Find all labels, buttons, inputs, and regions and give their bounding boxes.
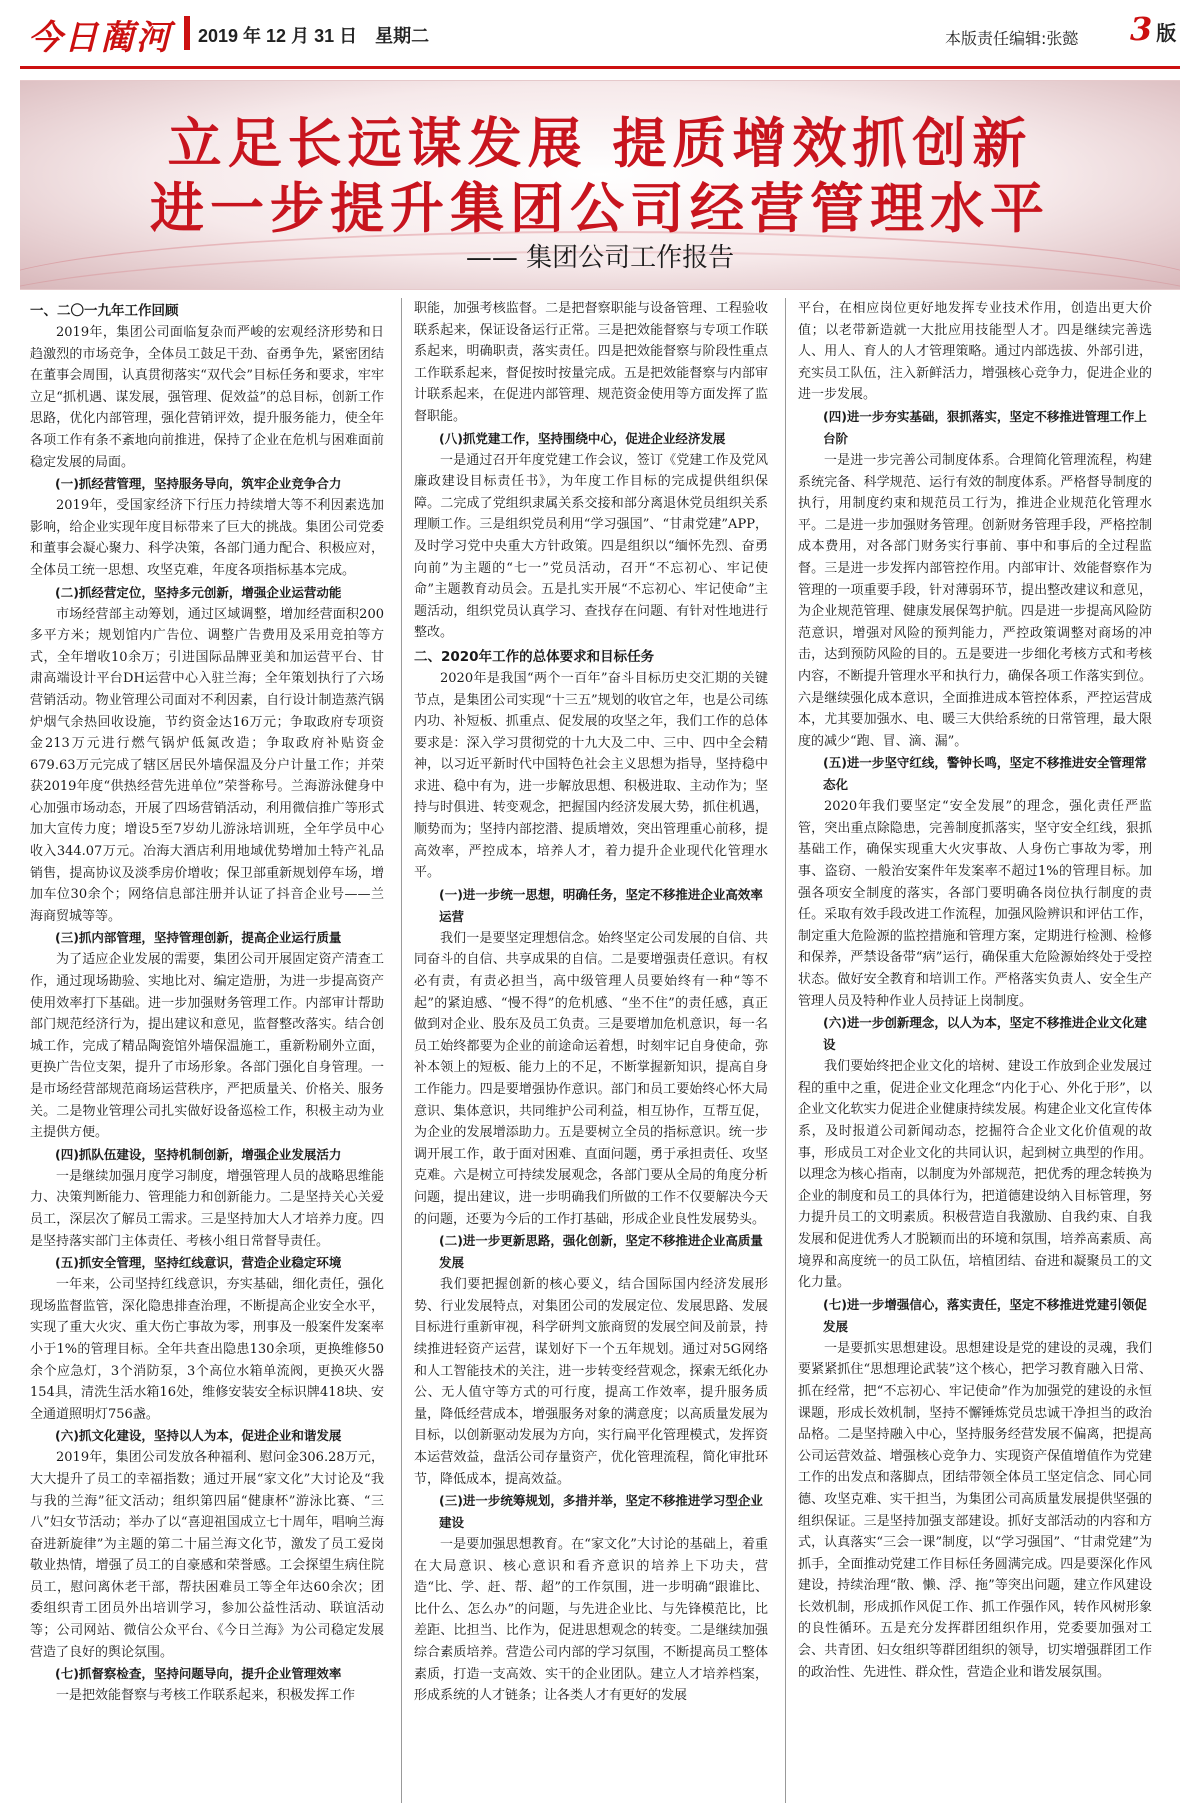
article-column-3 <box>798 298 1152 1803</box>
paragraph: 一是通过召开年度党建工作会议，签订《党建工作及党风廉政建设目标责任书》，为年度工作目标的完成提供组织保障。二完成了党组织隶属关系交接和部分离退休党员组织关系理顺工作。三是组织党员利用“学习强国”、“甘肃党建”APP，及时学习党中央重大方针政策。四是组织以“缅怀先烈、奋勇向前”为主题的“七一”党员活动，召开“不忘初心、牢记使命”主题教育动员会。五是扎实开展“不忘初心、牢记使命”主题活动，组织党员认真学习、查找存在问题、有针对性地进行整改。 <box>414 452 768 641</box>
column-rule <box>785 298 786 1803</box>
subsection-heading: (七)抓督察检查，坚持问题导向，提升企业管理效率 <box>55 1666 342 1682</box>
newspaper-logo: 今日蔺河 <box>28 18 172 58</box>
subsection-heading: (二)抓经营定位，坚持多元创新，增强企业运营动能 <box>55 584 342 600</box>
subsection-heading: (一)抓经营管理，坚持服务导向，筑牢企业竞争合力 <box>55 476 342 492</box>
page-number-value: 3 <box>1130 10 1153 48</box>
column-rule <box>401 298 402 1803</box>
page-number <box>1130 10 1176 48</box>
paragraph: 2019年，集团公司面临复杂而严峻的宏观经济形势和日趋激烈的市场竞争，全体员工鼓足干劲、奋勇争先，紧密团结在董事会周围，认真贯彻落实“双代会”目标任务和要求，牢牢立足“抓机遇、谋发展，强管理、促效益”的总目标，创新工作思路，优化内部管理，强化营销评效，提升服务能力，使全年各项工作有条不紊地向前推进，保持了企业在危机与困难面前稳定发展的局面。 <box>30 325 384 470</box>
paragraph: 一是要加强思想教育。在“家文化”大讨论的基础上，着重在大局意识、核心意识和看齐意识的培养上下功夫，营造“比、学、赶、帮、超”的工作氛围，进一步明确“跟谁比、比什么、怎么办”的问题，与先进企业比、与先锋模范比，比差距、比担当、比作为，促进思想观念的转变。二是继续加强综合素质培养。营造公司内部的学习氛围，不断提高员工整体素质，打造一支高效、实干的企业团队。建立人才培养档案，形成系统的人才链条；让各类人才有更好的发展 <box>414 1537 768 1704</box>
headline-subtitle: —— 集团公司工作报告 <box>465 243 735 273</box>
headline-banner <box>20 80 1180 290</box>
paragraph: 我们要始终把企业文化的培树、建设工作放到企业发展过程的重中之重，促进企业文化理念“内化于心、外化于形”，以企业文化软实力促进企业健康持续发展。构建企业文化宣传体系，及时报道公司新闻动态，挖掘符合企业文化价值观的故事，形成员工对企业文化的共同认识，起到树立典型的作用。以理念为核心指南，以制度为外部规范，把优秀的理念转换为企业的制度和员工的具体行为，把道德建设纳入目标管理，努力提升员工的文明素质。积极营造自我激励、自我约束、自我发展和促进优秀人才脱颖而出的环境和氛围，培养高素质、高境界和高度统一的员工队伍，培植团结、奋进和凝聚员工的文化力量。 <box>798 1059 1152 1291</box>
masthead <box>0 0 1200 70</box>
paragraph: 一是把效能督察与考核工作联系起来，积极发挥工作 <box>56 1688 356 1704</box>
paragraph: 我们一是要坚定理想信念。始终坚定公司发展的自信、共同奋斗的自信、共享成果的自信。二是要增强责任意识。有权必有责，有责必担当，高中级管理人员要始终有一种“等不起”的紧迫感、“慢不得”的危机感、“坐不住”的责任感，真正做到对企业、股东及员工负责。三是要增加危机意识，每一名员工始终都要为企业的前途命运着想，时刻牢记自身使命，弥补本领上的短板、能力上的不足，不断掌握新知识，提高自身工作能力。四是要增强协作意识。部门和员工要始终心怀大局意识、集体意识，共同维护公司利益，相互协作，互帮互促，为企业的发展增添助力。五是要树立全员的指标意识。统一步调开展工作，敢于面对困难、直面问题，勇于承担责任、攻坚克难。六是树立可持续发展观念，各部门要从全局的角度分析问题，提出建议，进一步明确我们所做的工作不仅要解决今天的问题，还要为今后的工作打基础，形成企业良性发展势头。 <box>414 930 768 1227</box>
headline-line-2: 进一步提升集团公司经营管理水平 <box>150 177 1050 240</box>
paragraph: 一是要抓实思想建设。思想建设是党的建设的灵魂，我们要紧紧抓住“思想理论武装”这个核心，把学习教育融入日常、抓在经常，把“不忘初心、牢记使命”作为加强党的建设的永恒课题，形成长效机制，坚持不懈锤炼党员忠诚干净担当的政治品格。二是坚持融入中心，坚持服务经营发展不偏离，把提高公司运营效益、增强核心竞争力、实现资产保值增值作为党建工作的出发点和落脚点，团结带领全体员工坚定信念、同心同德、攻坚克难、实干担当，为集团公司高质量发展提供坚强的组织保证。三是坚持加强支部建设。抓好支部活动的内容和方式，认真落实“三会一课”制度，以“学习强国”、“甘肃党建”为抓手，全面推动党建工作目标任务圆满完成。四是要深化作风建设，持续治理“散、懒、浮、拖”等突出问题，建立作风建设长效机制，形成抓作风促工作、抓工作强作风，转作风树形象的良性循环。五是充分发挥群团组织作用，党委要加强对工会、共青团、妇女组织等群团组织的领导，切实增强群团工作的政治性、先进性、群众性，营造企业和谐发展氛围。 <box>798 1340 1152 1680</box>
subsection-heading: (五)进一步坚守红线，警钟长鸣，坚定不移推进安全管理常态化 <box>823 755 1147 793</box>
subsection-heading: (八)抓党建工作，坚持围绕中心，促进企业经济发展 <box>439 430 726 446</box>
masthead-divider <box>184 16 190 50</box>
subsection-heading: (三)抓内部管理，坚持管理创新，提高企业运行质量 <box>55 930 342 946</box>
paragraph-continued: 平台，在相应岗位更好地发挥专业技术作用，创造出更大价值；以老带新造就一大批应用技能型人才。四是继续完善选人、用人、育人的人才管理策略。通过内部选拔、外部引进，充实员工队伍，注入新鲜活力，增强核心竞争力，促进企业的进一步发展。 <box>798 301 1152 403</box>
paragraph: 一年来，公司坚持红线意识，夯实基础，细化责任，强化现场监督监管，深化隐患排查治理，不断提高企业安全水平，实现了重大火灾、重大伤亡事故为零，刑事及一般案件发案率小于1%的管理目标。全年共查出隐患130余项，更换维修50余个应急灯，3个消防泵，3个高位水箱单流阀，更换灭火器154具，清洗生活水箱16处，维修安装安全标识牌418块、安全通道照明灯756盏。 <box>30 1277 384 1422</box>
paragraph: 2019年，受国家经济下行压力持续增大等不利因素选加影响，给企业实现年度目标带来了巨大的挑战。集团公司党委和董事会凝心聚力、科学决策，各部门通力配合、积极应对，全体员工统一思想、攻坚克难，年度各项指标基本完成。 <box>30 498 384 578</box>
article-column-2 <box>414 298 768 1803</box>
subsection-heading: (六)进一步创新理念，以人为本，坚定不移推进企业文化建设 <box>823 1015 1147 1053</box>
paragraph: 2020年是我国“两个一百年”奋斗目标历史交汇期的关键节点，是集团公司实现“十三五”规划的收官之年，也是公司练内功、补短板、抓重点、促发展的攻坚之年，我们工作的总体要求是：深入学习贯彻党的十九大及二中、三中、四中全会精神，以习近平新时代中国特色社会主义思想为指导，坚持稳中求进、稳中有为，进一步解放思想、积极进取、主动作为；坚持与时俱进、转变观念，把握国内经济发展大势，抓住机遇，顺势而为；坚持内部挖潜、提质增效，突出管理重心前移，提高效率，严控成本，培养人才，着力提升企业现代化管理水平。 <box>414 670 768 881</box>
masthead-rule <box>20 66 1180 69</box>
subsection-heading: (六)抓文化建设，坚持以人为本，促进企业和谐发展 <box>55 1428 342 1444</box>
paragraph: 市场经营部主动筹划，通过区域调整，增加经营面积200多平方米；规划馆内广告位、调整广告费用及采用竞拍等方式，全年增收10余万；引进国际品牌亚美和加运营平台、甘肃高端设计平台DH运营中心入驻兰海；全年策划执行了六场营销活动。物业管理公司面对不利因素，自行设计制造蒸汽锅炉烟气余热回收设施，节约资金达16万元；争取政府专项资金213万元进行燃气锅炉低氮改造；争取政府补贴资金679.63万元完成了辖区居民外墙保温及分户计量工作；并荣获2019年度“供热经营先进单位”荣誉称号。兰海游泳健身中心加强市场动态，开展了四场营销活动，利用微信推广等形式加大宣传力度；增设5至7岁幼儿游泳培训班，全年学员中心收入344.07万元。冶海大酒店利用地域优势增加土特产礼品销售，提高协议及淡季房价增收；保卫部重新规划停车场，增加车位30余个；网络信息部注册并认证了抖音企业号——兰海商贸城等等。 <box>30 606 384 924</box>
page-editor: 本版责任编辑:张懿 <box>945 29 1079 48</box>
issue-date: 2019 年 12 月 31 日 星期二 <box>198 26 430 46</box>
paragraph: 2019年，集团公司发放各种福利、慰问金306.28万元，大大提升了员工的幸福指数；通过开展“家文化”大讨论及“我与我的兰海”征文活动；组织第四届“健康杯”游泳比赛、“三八”妇女节活动；举办了以“喜迎祖国成立七十周年，唱响兰海奋进新旋律”为主题的第二十届兰海文化节，激发了员工爱岗敬业热情，增强了员工的自豪感和荣誉感。工会探望生病住院员工，慰问离休老干部，帮扶困难员工等全年达60余次；团委组织青工团员外出培训学习，参加公益性活动、联谊活动等；公司网站、微信公众平台、《今日兰海》为公司稳定发展营造了良好的舆论氛围。 <box>30 1450 384 1660</box>
subsection-heading: (一)进一步统一思想，明确任务，坚定不移推进企业高效率运营 <box>439 886 763 924</box>
paragraph: 一是继续加强月度学习制度，增强管理人员的战略思维能力、决策判断能力、管理能力和创新能力。二是坚持关心关爱员工，深层次了解员工需求。三是坚持加大人才培养力度。四是坚持落实部门主体责任、考核小组日常督导责任。 <box>30 1168 384 1249</box>
article-body <box>30 298 1180 1803</box>
page-number-suffix: 版 <box>1156 21 1177 45</box>
paragraph: 一是进一步完善公司制度体系。合理简化管理流程，构建系统完备、科学规范、运行有效的制度体系。严格督导制度的执行，用制度约束和规范员工行为，推进企业规范化管理水平。二是进一步加强财务管理。创新财务管理手段，严格控制成本费用，对各部门财务实行事前、事中和事后的全过程监督。三是进一步发挥内部管控作用。内部审计、效能督察作为管理的一项重要手段，针对薄弱环节，提出整改建议和意见，为企业规范管理、健康发展保驾护航。四是进一步提高风险防范意识，增强对风险的预判能力，严控政策调整对商场的冲击，达到预防风险的目的。五是要进一步细化考核方式和考核内容，不断提升管理水平和执行力，确保各项工作落实到位。六是继续强化成本意识，全面推进成本管控体系，严控运营成本，尤其要加强水、电、暖三大供给系统的日常管理，最大限度的减少“跑、冒、滴、漏”。 <box>798 452 1152 749</box>
paragraph: 为了适应企业发展的需要，集团公司开展固定资产清查工作，通过现场勘验、实地比对、编定造册，为进一步提高资产使用效率打下基础。进一步加强财务管理工作。内部审计帮助部门规范经济行为，提出建议和意见，监督整改落实。结合创城工作，完成了精品陶瓷馆外墙保温施工，重新粉刷外立面，更换广告位支架，提升了市场形象。各部门强化自身管理。一是市场经营部规范商场运营秩序，严把质量关、价格关、服务关。二是物业管理公司扎实做好设备巡检工作，积极主动为业主提供方便。 <box>30 952 384 1141</box>
section-heading: 一、二〇一九年工作回顾 <box>30 303 179 319</box>
subsection-heading: (七)进一步增强信心，落实责任，坚定不移推进党建引领促发展 <box>823 1296 1147 1334</box>
subsection-heading: (五)抓安全管理，坚持红线意识，营造企业稳定环境 <box>55 1255 342 1271</box>
section-heading: 二、2020年工作的总体要求和目标任务 <box>414 648 655 665</box>
headline-line-1: 立足长远谋发展 提质增效抓创新 <box>167 112 1033 175</box>
subsection-heading: (三)进一步统筹规划，多措并举，坚定不移推进学习型企业建设 <box>439 1493 763 1531</box>
article-column-1 <box>30 298 384 1803</box>
subsection-heading: (二)进一步更新思路，强化创新，坚定不移推进企业高质量发展 <box>439 1233 763 1271</box>
subsection-heading: (四)进一步夯实基础，狠抓落实，坚定不移推进管理工作上台阶 <box>823 408 1147 446</box>
paragraph-continued: 职能，加强考核监督。二是把督察职能与设备管理、工程验收联系起来，保证设备运行正常。三是把效能督察与专项工作联系起来，明确职责，落实责任。四是把效能督察与阶段性重点工作联系起来，督促按时按量完成。五是把效能督察与内部审计联系起来，在促进内部管理、规范资金使用等方面发挥了监督职能。 <box>414 301 768 424</box>
paragraph: 我们要把握创新的核心要义，结合国际国内经济发展形势、行业发展特点，对集团公司的发展定位、发展思路、发展目标进行重新审视，科学研判文旅商贸的发展空间及前景，持续推进轻资产运营，谋划好下一个五年规划。通过对5G网络和人工智能技术的关注，进一步转变经营观念，探索无纸化办公、无人值守等方式的可行度，提高工作效率，提升服务质量，降低经营成本，增强服务对象的满意度；以高质量发展为目标，以创新驱动发展为方向，实行扁平化管理模式，发挥资本运营效益，盘活公司存量资产，优化管理流程，简化审批环节，降低成本，提高效益。 <box>414 1277 768 1487</box>
paragraph: 2020年我们要坚定“安全发展”的理念，强化责任严监管，突出重点除隐患，完善制度抓落实，坚守安全红线，狠抓基础工作，确保实现重大火灾事故、人身伤亡事故为零，刑事、盗窃、一般治安案件年发案率不超过1%的管理目标。加强各项安全制度的落实，各部门要明确各岗位执行制度的责任。采取有效手段改进工作流程，加强风险辨识和评估工作，制定重大危险源的监控措施和管理方案，定期进行检测、检修和保养，严禁设备带“病”运行，确保重大危险源始终处于受控状态。做好安全教育和培训工作。严格落实负责人、安全生产管理人员及特种作业人员持证上岗制度。 <box>798 799 1152 1009</box>
subsection-heading: (四)抓队伍建设，坚持机制创新，增强企业发展活力 <box>55 1146 342 1162</box>
